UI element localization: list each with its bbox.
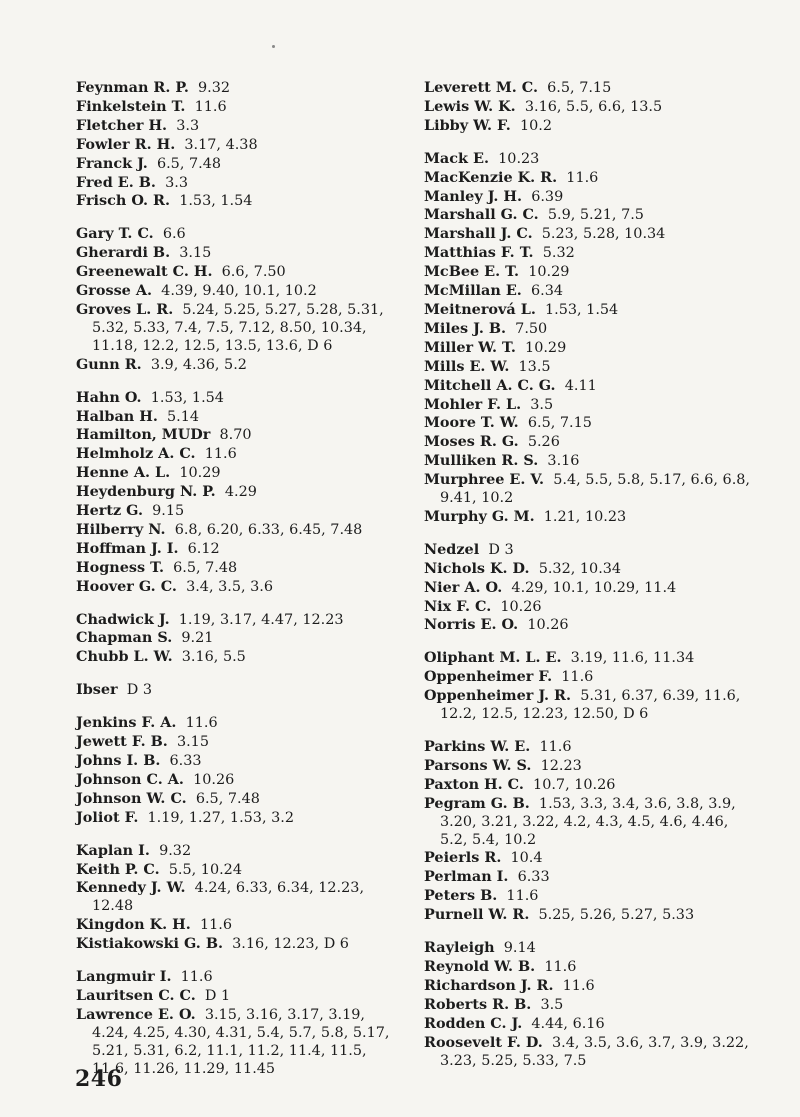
entry-references: 6.5, 7.48 bbox=[195, 790, 260, 807]
entry-name: Grosse A. bbox=[76, 282, 153, 300]
entry-name: Lewis W. K. bbox=[424, 97, 516, 115]
index-entry bbox=[76, 426, 406, 445]
index-entry bbox=[424, 263, 754, 282]
entry-references: 1.53, 1.54 bbox=[544, 301, 619, 318]
entry-name: Perlman I. bbox=[424, 868, 509, 886]
entry-references: 6.5, 7.15 bbox=[547, 80, 612, 96]
index-entry bbox=[76, 611, 406, 630]
index-entry bbox=[76, 861, 406, 880]
entry-name: Oliphant M. L. E. bbox=[424, 649, 562, 667]
entry-references: 4.29, 10.1, 10.29, 11.4 bbox=[511, 579, 677, 596]
entry-references: 6.5, 7.15 bbox=[527, 415, 592, 432]
entry-name: Chubb L. W. bbox=[76, 648, 173, 666]
entry-references: 4.39, 9.40, 10.1, 10.2 bbox=[161, 283, 317, 300]
entry-references: D 3 bbox=[126, 682, 153, 699]
entry-name: Fowler R. H. bbox=[76, 135, 176, 153]
index-entry bbox=[424, 339, 754, 358]
entry-name: Nix F. C. bbox=[424, 597, 492, 615]
index-entry bbox=[76, 521, 406, 540]
entry-references: 11.6 bbox=[204, 446, 237, 463]
entry-name: Mitchell A. C. G. bbox=[424, 376, 556, 394]
index-entry bbox=[76, 968, 406, 987]
entry-references: 9.21 bbox=[181, 630, 214, 647]
entry-name: Roberts R. B. bbox=[424, 995, 532, 1013]
entry-name: Nier A. O. bbox=[424, 578, 503, 596]
entry-name: McBee E. T. bbox=[424, 263, 520, 281]
index-entry bbox=[424, 849, 754, 868]
entry-references: 5.31, 6.37, 6.39, 11.6, 12.2, 12.5, 12.23, 12.50, D 6 bbox=[440, 688, 741, 723]
entry-name: Frisch O. R. bbox=[76, 192, 171, 210]
entry-name: Mills E. W. bbox=[424, 357, 510, 375]
entry-references: 3.16 bbox=[547, 453, 580, 470]
entry-name: Marshall G. C. bbox=[424, 206, 539, 224]
entry-references: 3.16, 5.5, 6.6, 13.5 bbox=[524, 98, 663, 115]
entry-references: 9.14 bbox=[503, 940, 536, 957]
entry-references: 6.34 bbox=[530, 283, 564, 300]
index-letter-group bbox=[76, 681, 406, 700]
entry-name: Peters B. bbox=[424, 887, 498, 905]
index-entry bbox=[76, 1006, 406, 1079]
index-entry bbox=[424, 738, 754, 757]
entry-references: 10.23 bbox=[498, 150, 540, 167]
entry-references: 6.33 bbox=[517, 869, 550, 886]
entry-name: Murphree E. V. bbox=[424, 471, 545, 489]
index-entry bbox=[76, 648, 406, 667]
entry-name: Miller W. T. bbox=[424, 338, 516, 356]
entry-name: Hoover G. C. bbox=[76, 577, 177, 595]
entry-name: Hahn O. bbox=[76, 388, 142, 406]
entry-name: Gary T. C. bbox=[76, 225, 154, 243]
index-entry bbox=[76, 356, 406, 375]
entry-name: Jenkins F. A. bbox=[76, 714, 177, 732]
index-entry bbox=[76, 445, 406, 464]
page-speck bbox=[272, 45, 275, 48]
index-entry bbox=[76, 301, 406, 356]
entry-name: Moore T. W. bbox=[424, 414, 519, 432]
index-entry bbox=[76, 79, 406, 98]
entry-references: 10.2 bbox=[519, 117, 553, 134]
entry-name: Kingdon K. H. bbox=[76, 916, 191, 934]
entry-name: Rodden C. J. bbox=[424, 1014, 523, 1032]
index-entry bbox=[424, 560, 754, 579]
entry-references: 10.29 bbox=[179, 465, 221, 482]
index-entry bbox=[424, 79, 754, 98]
index-entry bbox=[76, 714, 406, 733]
entry-references: 5.4, 5.5, 5.8, 5.17, 6.6, 6.8, 9.41, 10.2 bbox=[440, 472, 751, 507]
entry-name: Ibser bbox=[76, 681, 118, 699]
index-entry bbox=[424, 939, 754, 958]
entry-name: Peierls R. bbox=[424, 849, 502, 867]
index-entry bbox=[76, 225, 406, 244]
entry-name: Hertz G. bbox=[76, 502, 143, 520]
index-letter-group bbox=[76, 389, 406, 597]
entry-name: Gunn R. bbox=[76, 355, 142, 373]
entry-references: 3.5 bbox=[530, 396, 554, 413]
index-entry bbox=[76, 681, 406, 700]
entry-name: Lauritsen C. C. bbox=[76, 986, 196, 1004]
entry-name: Keith P. C. bbox=[76, 860, 160, 878]
entry-references: 10.4 bbox=[510, 850, 543, 867]
index-entry bbox=[76, 502, 406, 521]
entry-references: 5.23, 5.28, 10.34 bbox=[541, 226, 666, 243]
index-letter-group bbox=[76, 79, 406, 211]
index-entry bbox=[76, 155, 406, 174]
entry-name: Manley J. H. bbox=[424, 187, 523, 205]
entry-references: 11.6 bbox=[539, 739, 572, 755]
index-letter-group bbox=[424, 738, 754, 925]
entry-name: Halban H. bbox=[76, 407, 158, 425]
entry-name: Hilberry N. bbox=[76, 520, 166, 538]
index-entry bbox=[76, 483, 406, 502]
entry-name: Chadwick J. bbox=[76, 610, 170, 628]
index-letter-group bbox=[424, 79, 754, 136]
entry-name: Heydenburg N. P. bbox=[76, 483, 216, 501]
index-entry bbox=[76, 98, 406, 117]
index-entry bbox=[424, 433, 754, 452]
entry-name: Oppenheimer J. R. bbox=[424, 687, 572, 705]
entry-references: D 1 bbox=[204, 987, 231, 1004]
entry-references: 1.53, 1.54 bbox=[150, 389, 224, 406]
entry-name: Henne A. L. bbox=[76, 464, 171, 482]
entry-references: 4.11 bbox=[564, 377, 597, 394]
entry-name: Joliot F. bbox=[76, 808, 139, 826]
index-entry bbox=[76, 408, 406, 427]
entry-references: 11.6 bbox=[194, 98, 227, 115]
index-entry bbox=[76, 629, 406, 648]
entry-references: 3.15, 3.16, 3.17, 3.19, 4.24, 4.25, 4.30, 4.31, 5.4, 5.7, 5.8, 5.17, 5.21, 5.31, 6.2, 11.1, 11.2, 11.4, 11.5, 11.6, 11.26, 11.29, 11.45 bbox=[92, 1006, 390, 1077]
index-letter-group bbox=[424, 649, 754, 724]
entry-references: 5.5, 10.24 bbox=[168, 861, 242, 878]
entry-name: Oppenheimer F. bbox=[424, 668, 553, 686]
entry-references: 6.12 bbox=[187, 540, 220, 557]
index-entry bbox=[424, 396, 754, 415]
entry-references: 3.16, 12.23, D 6 bbox=[232, 936, 349, 953]
entry-name: Johnson C. A. bbox=[76, 770, 184, 788]
index-letter-group bbox=[76, 225, 406, 374]
index-entry bbox=[424, 887, 754, 906]
entry-name: Hamilton, MUDr bbox=[76, 426, 211, 444]
entry-references: 3.15 bbox=[176, 734, 209, 751]
entry-references: 3.5 bbox=[540, 996, 564, 1013]
entry-name: Hogness T. bbox=[76, 558, 164, 576]
entry-references: 6.5, 7.48 bbox=[156, 155, 222, 172]
entry-name: Norris E. O. bbox=[424, 616, 519, 634]
entry-references: 5.14 bbox=[167, 408, 200, 425]
index-entry bbox=[424, 282, 754, 301]
index-entry bbox=[76, 752, 406, 771]
index-entry bbox=[76, 136, 406, 155]
index-letter-group bbox=[76, 968, 406, 1078]
entry-references: 11.6 bbox=[185, 715, 218, 732]
index-entry bbox=[76, 192, 406, 211]
entry-name: Chapman S. bbox=[76, 629, 173, 647]
entry-name: Fred E. B. bbox=[76, 173, 156, 191]
entry-references: 4.24, 6.33, 6.34, 12.23, 12.48 bbox=[92, 880, 365, 915]
entry-references: 8.70 bbox=[219, 427, 252, 444]
entry-references: 5.32, 10.34 bbox=[538, 560, 622, 577]
entry-name: MacKenzie K. R. bbox=[424, 168, 558, 186]
entry-name: Moses R. G. bbox=[424, 433, 519, 451]
entry-references: 4.29 bbox=[224, 484, 257, 501]
entry-references: 1.53, 1.54 bbox=[179, 193, 253, 210]
entry-references: 3.4, 3.5, 3.6, 3.7, 3.9, 3.22, 3.23, 5.25, 5.33, 7.5 bbox=[440, 1034, 749, 1069]
index-entry bbox=[424, 150, 754, 169]
entry-name: Matthias F. T. bbox=[424, 244, 534, 262]
entry-references: 5.32 bbox=[542, 245, 575, 262]
entry-references: 11.6 bbox=[544, 958, 577, 975]
index-entry bbox=[76, 282, 406, 301]
entry-references: 3.19, 11.6, 11.34 bbox=[570, 650, 695, 667]
entry-name: Kennedy J. W. bbox=[76, 879, 186, 897]
index-entry bbox=[76, 578, 406, 597]
entry-name: Leverett M. C. bbox=[424, 79, 538, 96]
entry-name: Franck J. bbox=[76, 154, 148, 172]
entry-name: Jewett F. B. bbox=[76, 733, 168, 751]
entry-references: 5.25, 5.26, 5.27, 5.33 bbox=[538, 907, 695, 924]
entry-references: 6.39 bbox=[531, 188, 564, 205]
index-entry bbox=[424, 244, 754, 263]
index-entry bbox=[76, 809, 406, 828]
index-entry bbox=[424, 206, 754, 225]
entry-references: 10.26 bbox=[527, 617, 569, 634]
entry-name: Murphy G. M. bbox=[424, 507, 535, 525]
entry-name: Kistiakowski G. B. bbox=[76, 935, 223, 953]
entry-name: Reynold W. B. bbox=[424, 957, 536, 975]
index-entry bbox=[424, 687, 754, 724]
entry-name: Paxton H. C. bbox=[424, 775, 524, 793]
entry-references: 6.8, 6.20, 6.33, 6.45, 7.48 bbox=[174, 521, 363, 538]
entry-name: Parsons W. S. bbox=[424, 756, 532, 774]
entry-references: 3.9, 4.36, 5.2 bbox=[150, 356, 247, 373]
index-entry bbox=[76, 559, 406, 578]
entry-references: 3.15 bbox=[179, 245, 212, 262]
entry-references: 6.6, 7.50 bbox=[221, 264, 286, 281]
index-entry bbox=[424, 776, 754, 795]
index-entry bbox=[424, 225, 754, 244]
index-letter-group bbox=[424, 150, 754, 527]
entry-references: 9.15 bbox=[152, 503, 185, 520]
index-entry bbox=[76, 174, 406, 193]
entry-references: 11.6 bbox=[199, 917, 232, 934]
entry-name: Mohler F. L. bbox=[424, 395, 522, 413]
index-entry bbox=[76, 790, 406, 809]
index-entry bbox=[76, 916, 406, 935]
index-column-left bbox=[76, 79, 406, 1093]
index-entry bbox=[424, 616, 754, 635]
entry-references: 5.24, 5.25, 5.27, 5.28, 5.31, 5.32, 5.33, 7.4, 7.5, 7.12, 8.50, 10.34, 11.18, 12.2, 12.5, 13.5, 13.6, D 6 bbox=[92, 301, 384, 354]
entry-references: 1.21, 10.23 bbox=[543, 508, 627, 525]
entry-references: 10.29 bbox=[525, 339, 567, 356]
entry-references: 5.26 bbox=[527, 434, 560, 451]
entry-references: 9.32 bbox=[198, 80, 231, 96]
entry-name: Richardson J. R. bbox=[424, 976, 554, 994]
entry-name: Rayleigh bbox=[424, 939, 495, 957]
index-entry bbox=[424, 906, 754, 925]
index-entry bbox=[424, 188, 754, 207]
entry-name: Parkins W. E. bbox=[424, 738, 531, 755]
index-entry bbox=[424, 414, 754, 433]
entry-references: 3.17, 4.38 bbox=[184, 136, 258, 153]
entry-references: 6.6 bbox=[162, 226, 186, 243]
entry-references: 11.6 bbox=[180, 969, 213, 986]
index-entry bbox=[76, 987, 406, 1006]
entry-references: 3.4, 3.5, 3.6 bbox=[186, 578, 274, 595]
index-entry bbox=[424, 579, 754, 598]
index-entry bbox=[424, 996, 754, 1015]
index-entry bbox=[424, 1015, 754, 1034]
page-number: 246 bbox=[75, 1066, 123, 1092]
entry-name: Roosevelt F. D. bbox=[424, 1033, 543, 1051]
entry-references: D 3 bbox=[488, 541, 514, 558]
index-entry bbox=[424, 117, 754, 136]
entry-references: 1.53, 3.3, 3.4, 3.6, 3.8, 3.9, 3.20, 3.21, 3.22, 4.2, 4.3, 4.5, 4.6, 4.46, 5.2, 5.4, 10.2 bbox=[440, 795, 736, 848]
entry-name: Groves L. R. bbox=[76, 300, 174, 318]
index-entry bbox=[424, 358, 754, 377]
entry-references: 11.6 bbox=[561, 669, 594, 686]
index-entry bbox=[424, 377, 754, 396]
entry-name: Marshall J. C. bbox=[424, 225, 533, 243]
entry-references: 6.5, 7.48 bbox=[173, 559, 238, 576]
index-entry bbox=[76, 771, 406, 790]
entry-name: Johnson W. C. bbox=[76, 789, 187, 807]
entry-name: Purnell W. R. bbox=[424, 906, 530, 924]
entry-references: 11.6 bbox=[566, 169, 599, 186]
index-entry bbox=[76, 935, 406, 954]
entry-name: Johns I. B. bbox=[76, 752, 161, 769]
index-entry bbox=[424, 598, 754, 617]
index-entry bbox=[424, 757, 754, 776]
entry-references: 3.3 bbox=[176, 117, 200, 134]
index-entry bbox=[76, 389, 406, 408]
entry-name: Greenewalt C. H. bbox=[76, 263, 213, 281]
index-letter-group bbox=[76, 842, 406, 954]
index-entry bbox=[76, 464, 406, 483]
index-entry bbox=[424, 169, 754, 188]
index-entry bbox=[424, 508, 754, 527]
entry-name: Nedzel bbox=[424, 540, 480, 558]
entry-name: Lawrence E. O. bbox=[76, 1005, 196, 1023]
index-entry bbox=[424, 1034, 754, 1071]
index-column-right bbox=[424, 79, 754, 1084]
index-entry bbox=[424, 320, 754, 339]
index-entry bbox=[76, 540, 406, 559]
entry-references: 1.19, 3.17, 4.47, 12.23 bbox=[178, 611, 344, 628]
index-entry bbox=[76, 733, 406, 752]
index-letter-group bbox=[424, 939, 754, 1070]
entry-name: Mack E. bbox=[424, 149, 489, 167]
index-entry bbox=[424, 795, 754, 850]
entry-references: 3.16, 5.5 bbox=[181, 649, 246, 666]
entry-name: Pegram G. B. bbox=[424, 794, 530, 812]
index-entry bbox=[76, 263, 406, 282]
index-entry bbox=[424, 649, 754, 668]
entry-name: Langmuir I. bbox=[76, 968, 172, 986]
index-entry bbox=[424, 868, 754, 887]
entry-name: Miles J. B. bbox=[424, 319, 507, 337]
index-entry bbox=[76, 117, 406, 136]
entry-references: 4.44, 6.16 bbox=[531, 1015, 605, 1032]
index-entry bbox=[424, 301, 754, 320]
index-letter-group bbox=[76, 714, 406, 827]
entry-references: 10.26 bbox=[500, 598, 542, 615]
entry-references: 5.9, 5.21, 7.5 bbox=[547, 207, 644, 224]
index-entry bbox=[424, 958, 754, 977]
index-entry bbox=[76, 842, 406, 861]
entry-name: Helmholz A. C. bbox=[76, 445, 196, 463]
index-letter-group bbox=[76, 611, 406, 668]
entry-references: 7.50 bbox=[515, 320, 548, 337]
index-entry bbox=[424, 452, 754, 471]
index-letter-group bbox=[424, 541, 754, 636]
entry-name: Mulliken R. S. bbox=[424, 452, 539, 470]
entry-name: Libby W. F. bbox=[424, 116, 511, 134]
entry-references: 13.5 bbox=[518, 358, 551, 375]
index-entry bbox=[424, 541, 754, 560]
entry-name: Finkelstein T. bbox=[76, 97, 186, 115]
entry-references: 9.32 bbox=[159, 842, 192, 859]
entry-references: 3.3 bbox=[165, 174, 188, 191]
entry-references: 11.6 bbox=[506, 888, 539, 905]
entry-name: Kaplan I. bbox=[76, 841, 150, 859]
entry-references: 10.26 bbox=[193, 771, 235, 788]
index-entry bbox=[424, 98, 754, 117]
index-entry bbox=[76, 244, 406, 263]
entry-name: Feynman R. P. bbox=[76, 79, 189, 96]
entry-name: Hoffman J. I. bbox=[76, 539, 179, 557]
entry-name: McMillan E. bbox=[424, 282, 522, 300]
entry-references: 10.29 bbox=[528, 264, 570, 281]
index-entry bbox=[76, 879, 406, 916]
entry-references: 11.6 bbox=[562, 977, 595, 994]
entry-name: Nichols K. D. bbox=[424, 559, 530, 577]
entry-name: Fletcher H. bbox=[76, 116, 168, 134]
entry-references: 10.7, 10.26 bbox=[533, 776, 616, 793]
index-entry bbox=[424, 977, 754, 996]
index-entry bbox=[424, 471, 754, 508]
entry-name: Gherardi B. bbox=[76, 244, 171, 262]
index-entry bbox=[424, 668, 754, 687]
entry-references: 12.23 bbox=[540, 757, 582, 774]
entry-name: Meitnerová L. bbox=[424, 300, 536, 318]
entry-references: 6.33 bbox=[169, 753, 202, 769]
entry-references: 1.19, 1.27, 1.53, 3.2 bbox=[147, 809, 294, 826]
